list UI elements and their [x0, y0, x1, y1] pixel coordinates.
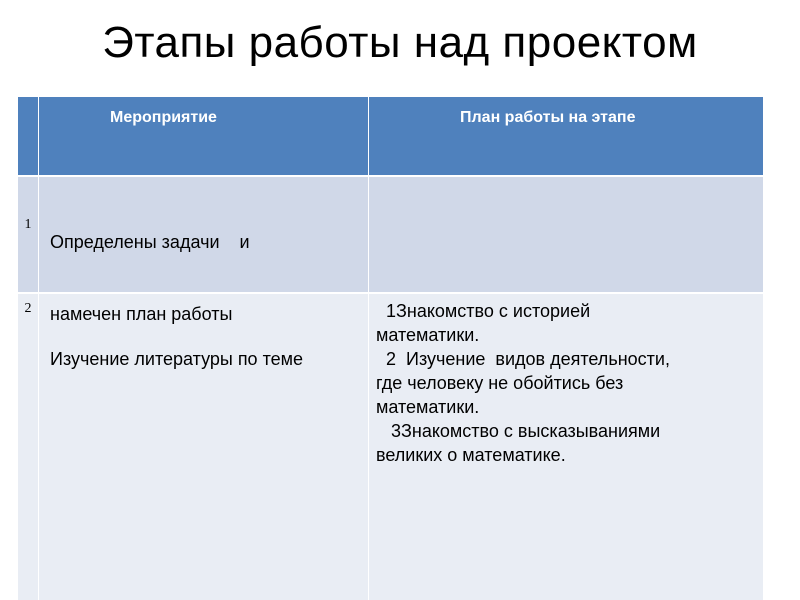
row-divider	[18, 175, 763, 177]
row-plan	[376, 299, 670, 467]
plan-line: математики.	[376, 397, 480, 417]
plan-line: великих о математике.	[376, 445, 566, 465]
header-activity: Мероприятие	[110, 109, 217, 126]
column-divider	[38, 97, 39, 600]
plan-line: 3Знакомство с высказываниями	[376, 421, 661, 441]
plan-line: 2 Изучение видов деятельности,	[376, 349, 670, 369]
header-plan: План работы на этапе	[460, 109, 636, 126]
activity-line: намечен план работы	[50, 304, 233, 324]
plan-line: 1Знакомство с историей	[376, 301, 591, 321]
activity-line: Определены задачи и	[50, 232, 250, 252]
slide-title: Этапы работы над проектом	[102, 18, 698, 67]
row-number: 2	[24, 301, 32, 316]
plan-line: математики.	[376, 325, 480, 345]
row-number: 1	[24, 217, 32, 232]
column-divider	[368, 97, 369, 600]
activity-line: Изучение литературы по теме	[50, 349, 304, 369]
stages-table	[18, 97, 763, 600]
plan-line: где человеку не обойтись без	[376, 373, 624, 393]
row-activity	[50, 299, 303, 419]
